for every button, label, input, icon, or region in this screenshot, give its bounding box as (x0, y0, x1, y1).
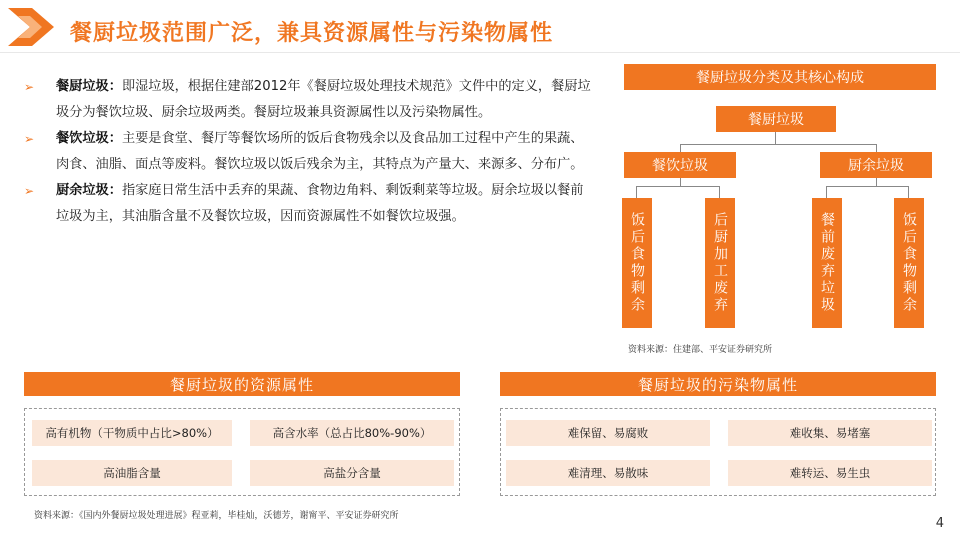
page-title: 餐厨垃圾范围广泛，兼具资源属性与污染物属性 (70, 21, 554, 46)
connector-line (719, 186, 720, 198)
connector-line (680, 178, 681, 186)
bullet-head: 厨余垃圾： (56, 183, 122, 198)
source-note: 资料来源：住建部、平安证券研究所 (628, 345, 773, 355)
source-note: 资料来源：《国内外餐厨垃圾处理进展》程亚莉，毕桂灿，沃德芳，谢甯平、平安证券研究所 (34, 511, 399, 521)
tree-root: 餐厨垃圾 (716, 106, 836, 132)
pollution-item: 难清理、易散味 (506, 460, 710, 486)
connector-line (876, 144, 877, 152)
connector-line (826, 186, 908, 187)
connector-line (876, 178, 877, 186)
tree-branch-canyin: 餐饮垃圾 (624, 152, 736, 178)
resource-item: 高盐分含量 (250, 460, 454, 486)
tree-leaf: 餐前废弃垃圾 (812, 198, 842, 328)
bullet-head: 餐饮垃圾： (56, 131, 122, 146)
bullet-chuyu (24, 178, 594, 230)
pollution-item: 难收集、易堵塞 (728, 420, 932, 446)
title-divider (0, 52, 960, 53)
bullet-canchu (24, 74, 594, 126)
connector-line (680, 144, 876, 145)
resource-item: 高含水率（总占比80%-90%） (250, 420, 454, 446)
classification-tree (620, 64, 940, 364)
tree-leaf: 饭后食物剩余 (622, 198, 652, 328)
tree-leaf: 后厨加工废弃 (705, 198, 735, 328)
resource-section-header: 餐厨垃圾的资源属性 (24, 372, 460, 396)
arrow-bullet-icon: ➢ (24, 132, 35, 146)
bullet-text: 指家庭日常生活中丢弃的果蔬、食物边角料、剩饭剩菜等垃圾。厨余垃圾以餐前垃圾为主，其油脂含量不及餐饮垃圾，因而资源属性不如餐饮垃圾强。 (56, 183, 584, 224)
connector-line (775, 132, 776, 144)
pollution-item: 难转运、易生虫 (728, 460, 932, 486)
connector-line (826, 186, 827, 198)
resource-item: 高有机物（干物质中占比>80%） (32, 420, 232, 446)
connector-line (636, 186, 719, 187)
bullet-text: 即湿垃圾，根据住建部2012年《餐厨垃圾处理技术规范》文件中的定义，餐厨垃圾分为餐饮垃圾、厨余垃圾两类。餐厨垃圾兼具资源属性以及污染物属性。 (56, 79, 591, 120)
arrow-bullet-icon: ➢ (24, 80, 35, 94)
connector-line (680, 144, 681, 152)
bullet-head: 餐厨垃圾： (56, 79, 122, 94)
arrow-bullet-icon: ➢ (24, 184, 35, 198)
pingan-securities-logo-icon (4, 6, 58, 48)
bullet-canyin (24, 126, 594, 178)
resource-item: 高油脂含量 (32, 460, 232, 486)
connector-line (636, 186, 637, 198)
pollution-item: 难保留、易腐败 (506, 420, 710, 446)
tree-branch-chuyu: 厨余垃圾 (820, 152, 932, 178)
bullet-text: 主要是食堂、餐厅等餐饮场所的饭后食物残余以及食品加工过程中产生的果蔬、肉食、油脂、面点等废料。餐饮垃圾以饭后残余为主，其特点为产量大、来源多、分布广。 (56, 131, 584, 172)
pollution-section-header: 餐厨垃圾的污染物属性 (500, 372, 936, 396)
tree-leaf: 饭后食物剩余 (894, 198, 924, 328)
connector-line (908, 186, 909, 198)
bullet-list (24, 74, 594, 230)
page-number: 4 (935, 516, 944, 531)
tree-title: 餐厨垃圾分类及其核心构成 (624, 64, 936, 90)
